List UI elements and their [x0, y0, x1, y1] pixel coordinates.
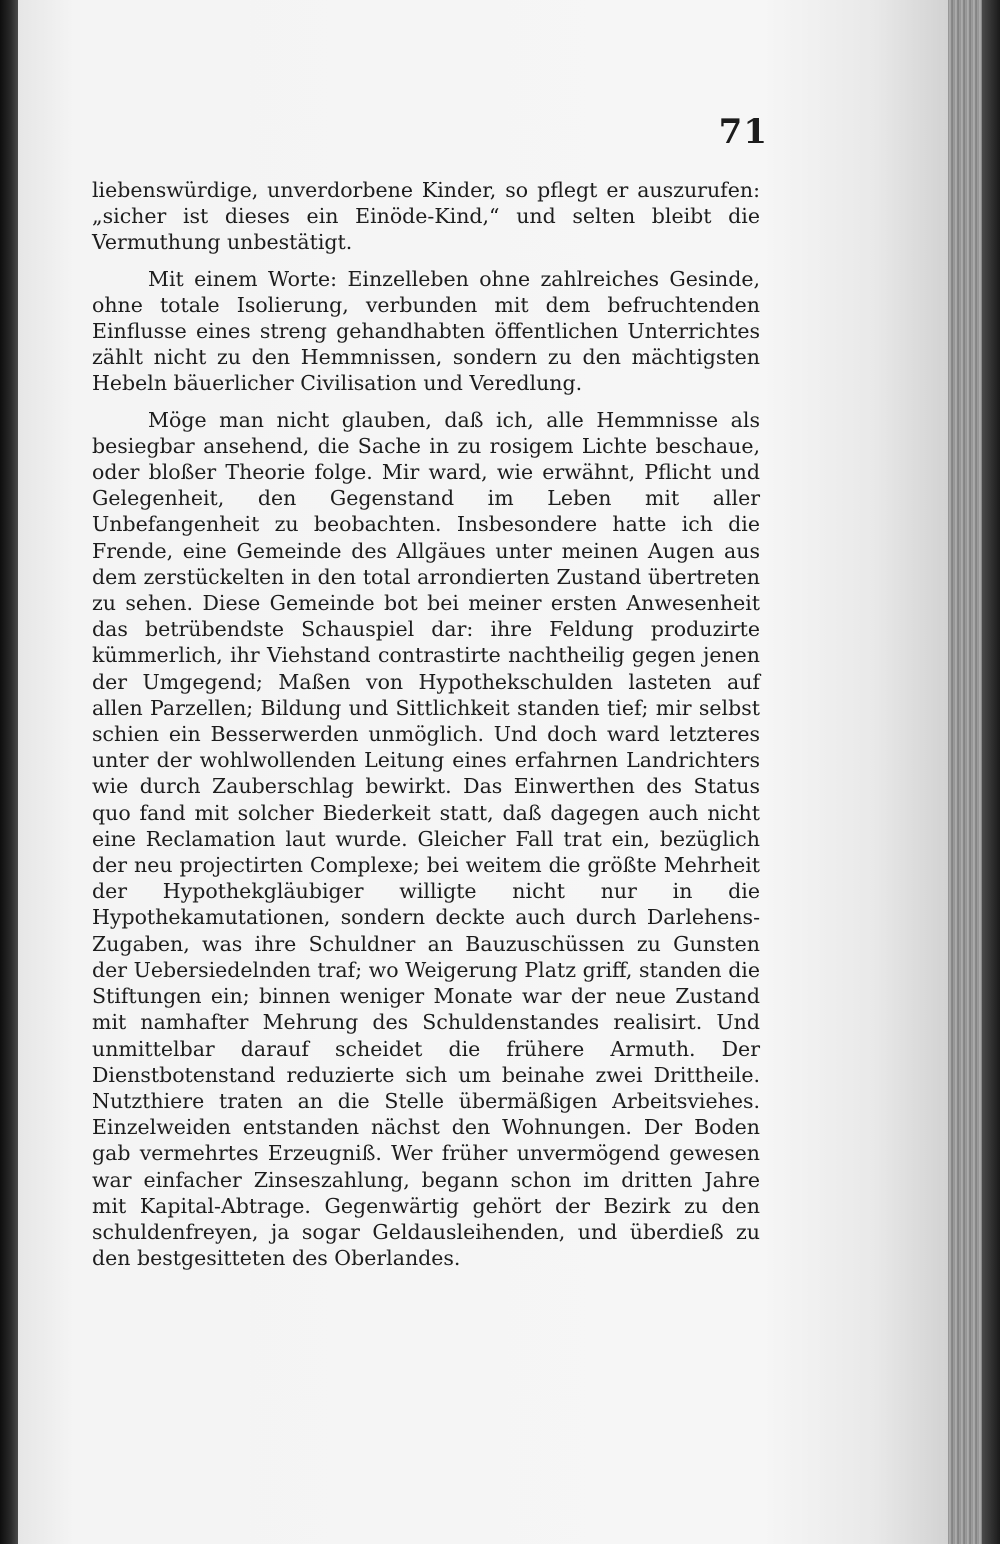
paragraph-2: Mit einem Worte: Einzelleben ohne zahlreiches Gesinde, ohne totale Isolierung, verbunden mit dem befruchtenden Einflusse eines streng gehandhabten öffentlichen Unterrichtes zählt nicht zu den Hemmnissen, sondern zu den mächtigsten Hebeln bäuerlicher Civilisation und Veredlung. — [92, 266, 760, 396]
page-number: 71 — [718, 112, 768, 152]
paragraph-1: liebenswürdige, unverdorbene Kinder, so pflegt er auszurufen: „sicher ist dieses ein Einöde-Kind,“ und selten bleibt die Vermuthung unbestätigt. — [92, 178, 760, 255]
paragraph-3: Möge man nicht glauben, daß ich, alle Hemmnisse als besiegbar ansehend, die Sache in zu rosigem Lichte beschaue, oder bloßer Theorie folge. Mir ward, wie erwähnt, Pflicht und Gelegenheit, den Gegenstand im Leben mit aller Unbefangenheit zu beobachten. Insbesondere hatte ich die Frende, eine Gemeinde des Allgäues unter meinen Augen aus dem zerstückelten in den total arrondierten Zustand übertreten zu sehen. Diese Gemeinde bot bei meiner ersten Anwesenheit das betrübendste Schauspiel dar: ihre Feldung produzirte kümmerlich, ihr Viehstand contrastirte nachtheilig gegen jenen der Umgegend; Maßen von Hypothekschulden lasteten auf allen Parzellen; Bildung und Sittlichkeit standen tief; mir selbst schien ein Besserwerden unmöglich. Und doch ward letzteres unter der wohlwollenden Leitung eines erfahrnen Landrichters wie durch Zauberschlag bewirkt. Das Einwerthen des Status quo fand mit solcher Biederkeit statt, daß dagegen auch nicht eine Reclamation laut wurde. Gleicher Fall trat ein, bezüglich der neu projectirten Complexe; bei weitem die größte Mehrheit der Hypothekgläubiger willigte nicht nur in die Hypothekamutationen, sondern deckte auch durch Darlehens-Zugaben, was ihre Schuldner an Bauzuschüssen zu Gunsten der Uebersiedelnden traf; wo Weigerung Platz griff, standen die Stiftungen ein; binnen weniger Monate war der neue Zustand mit namhafter Mehrung des Schuldenstandes realisirt. Und unmittelbar darauf scheidet die frühere Armuth. Der Dienstbotenstand reduzierte sich um beinahe zwei Drittheile. Nutzthiere traten an die Stelle übermäßigen Arbeitsviehes. Einzelweiden entstanden nächst den Wohnungen. Der Boden gab vermehrtes Erzeugniß. Wer früher unvermögend gewesen war einfacher Zinseszahlung, begann schon im dritten Jahre mit Kapital-Abtrage. Gegenwärtig gehört der Bezirk zu den schuldenfreyen, ja sogar Geldausleihenden, und überdieß zu den bestgesitteten des Oberlandes. — [92, 407, 760, 1271]
book-gutter — [0, 0, 18, 1544]
page-fore-edge — [948, 0, 1000, 1544]
page-body-text — [92, 177, 760, 1271]
